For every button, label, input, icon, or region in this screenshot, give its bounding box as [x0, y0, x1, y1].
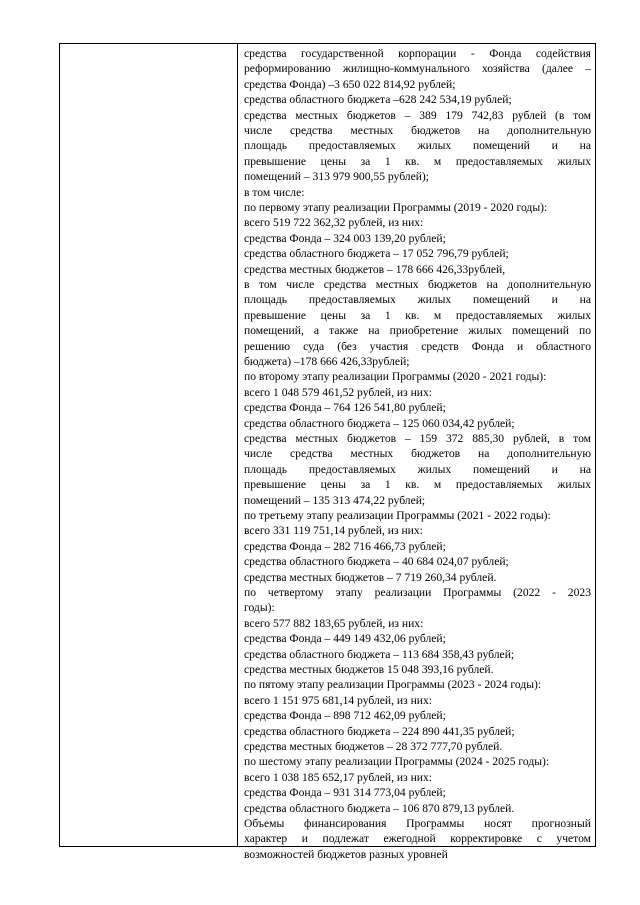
text-line: реформированию жилищно-коммунального хозяйства (далее – — [244, 62, 591, 76]
text-line: возможностей бюджетов разных уровней — [244, 847, 448, 861]
text-line: средства областного бюджета – 125 060 034,42 рублей; — [244, 416, 515, 430]
text-line: Объемы финансирования Программы носят прогнозный — [244, 817, 591, 831]
text-line: средства областного бюджета – 106 870 879,13 рублей. — [244, 801, 515, 815]
text-line: средства областного бюджета – 40 684 024,07 рублей; — [244, 555, 509, 569]
text-line: всего 331 119 751,14 рублей, из них: — [244, 524, 423, 538]
text-line: всего 519 722 362,32 рублей, из них: — [244, 216, 424, 230]
text-line: по второму этапу реализации Программы (2020 - 2021 годы): — [244, 370, 547, 384]
text-line: по шестому этапу реализации Программы (2024 - 2025 годы): — [244, 755, 550, 769]
text-line: в том числе: — [244, 185, 305, 199]
text-line: помещений, а также на приобретение жилых помещений по — [244, 324, 591, 338]
text-line: превышение цены за 1 кв. м предоставляемых жилых — [244, 478, 591, 492]
text-line: средства Фонда – 324 003 139,20 рублей; — [244, 231, 446, 245]
text-line: площадь предоставляемых жилых помещений и на — [244, 139, 591, 153]
text-line: площадь предоставляемых жилых помещений и на — [244, 462, 591, 476]
text-line: средства Фонда – 282 716 466,73 рублей; — [244, 539, 446, 553]
text-line: средства Фонда – 931 314 773,04 рублей; — [244, 786, 446, 800]
text-line: средства областного бюджета – 17 052 796,79 рублей; — [244, 247, 509, 261]
text-line: средства государственной корпорации - Фонда содействия — [244, 47, 591, 60]
text-line: решению суда (без участия средств Фонда и областного — [244, 339, 591, 353]
text-line: числе средства местных бюджетов на дополнительную — [244, 447, 591, 461]
text-line: помещений – 135 313 474,22 рублей; — [244, 493, 426, 507]
text-line: по пятому этапу реализации Программы (2023 - 2024 годы): — [244, 678, 542, 692]
financing-table — [59, 43, 596, 861]
text-line: средства местных бюджетов 15 048 393,16 рублей. — [244, 663, 494, 676]
text-line: характер и подлежат ежегодной корректировке с учетом — [244, 832, 591, 846]
text-line: по третьему этапу реализации Программы (2021 - 2022 годы): — [244, 508, 551, 522]
text-line: всего 1 048 579 461,52 рублей, из них: — [244, 385, 432, 399]
text-line: числе средства местных бюджетов на дополнительную — [244, 123, 591, 137]
text-line: средства местных бюджетов – 389 179 742,83 рублей (в том — [244, 108, 591, 122]
text-line: помещений – 313 979 900,55 рублей); — [244, 170, 430, 184]
text-line: средства местных бюджетов – 159 372 885,30 рублей, в том — [244, 431, 591, 445]
text-line: всего 577 882 183,65 рублей, из них: — [244, 616, 424, 630]
text-line: средства областного бюджета – 224 890 441,35 рублей; — [244, 724, 515, 738]
text-line: средства Фонда – 449 149 432,06 рублей; — [244, 632, 446, 646]
text-line: средства местных бюджетов – 28 372 777,70 рублей. — [244, 740, 503, 754]
text-line: площадь предоставляемых жилых помещений и на — [244, 293, 591, 307]
text-line: всего 1 038 185 652,17 рублей, из них: — [244, 770, 432, 784]
text-line: по первому этапу реализации Программы (2019 - 2020 годы): — [244, 200, 548, 214]
text-line: бюджета) –178 666 426,33рублей; — [244, 354, 410, 368]
text-line: средства Фонда – 898 712 462,09 рублей; — [244, 709, 446, 723]
table-left-cell — [60, 44, 238, 846]
text-line: превышение цены за 1 кв. м предоставляемых жилых — [244, 154, 591, 168]
text-line: всего 1 151 975 681,14 рублей, из них: — [244, 693, 432, 707]
text-line: средства областного бюджета –628 242 534,19 рублей; — [244, 93, 512, 107]
text-line: по четвертому этапу реализации Программы (2022 - 2023 — [244, 585, 591, 599]
text-line: средства Фонда) –3 650 022 814,92 рублей; — [244, 77, 456, 91]
text-line: годы): — [244, 601, 275, 615]
text-line: в том числе средства местных бюджетов на дополнительную — [244, 278, 591, 291]
text-line: превышение цены за 1 кв. м предоставляемых жилых — [244, 308, 591, 322]
table-right-cell — [238, 44, 595, 861]
text-line: средства областного бюджета – 113 684 358,43 рублей; — [244, 647, 515, 661]
text-line: средства местных бюджетов – 178 666 426,33рублей, — [244, 262, 506, 276]
text-line: средства Фонда – 764 126 541,80 рублей; — [244, 401, 446, 415]
text-line: средства местных бюджетов – 7 719 260,34 рублей. — [244, 570, 497, 584]
